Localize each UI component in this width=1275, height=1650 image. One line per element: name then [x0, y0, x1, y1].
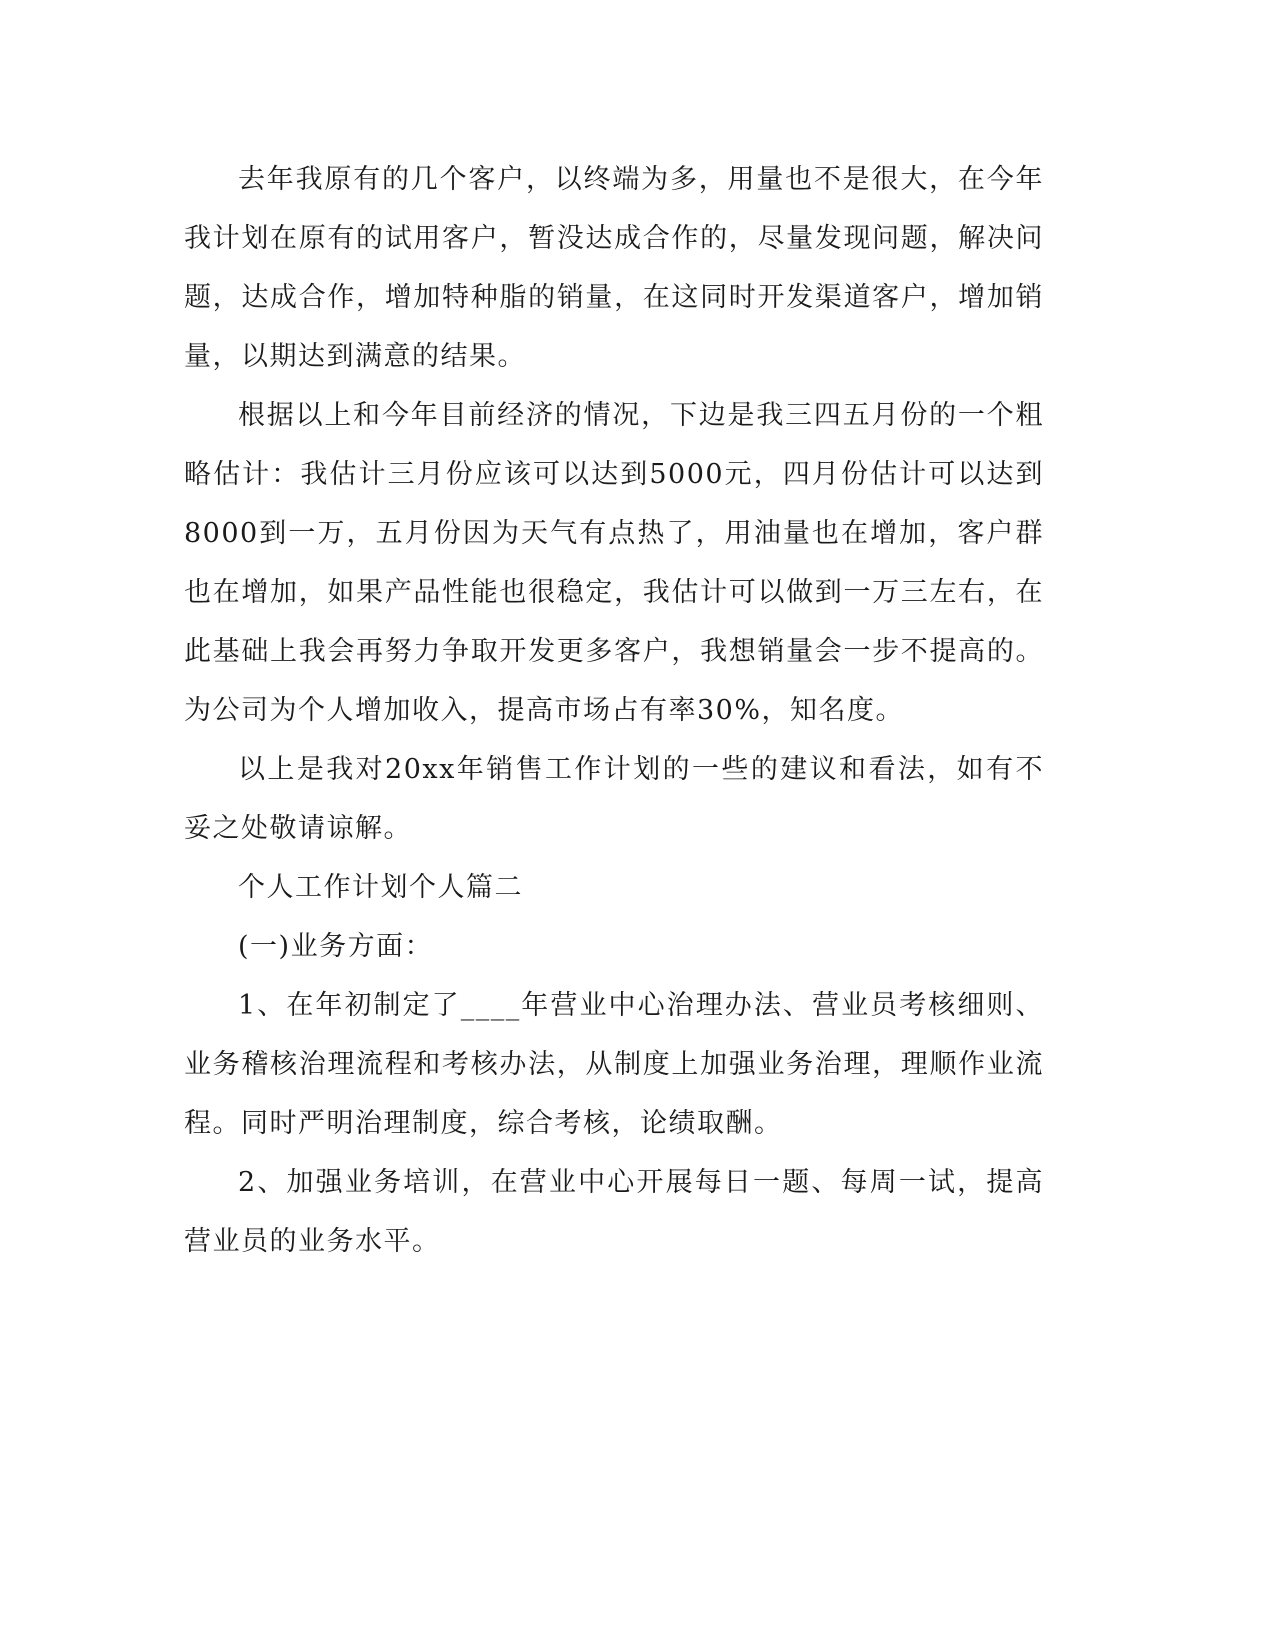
- document-body: [184, 150, 1044, 1271]
- subsection-heading: (一)业务方面：: [238, 931, 434, 962]
- list-item-2: 2、加强业务培训，在营业中心开展每日一题、每周一试，提高营业员的业务水平。: [184, 1167, 1044, 1257]
- paragraph-customers: 去年我原有的几个客户，以终端为多，用量也不是很大，在今年我计划在原有的试用客户，暂没达成合作的，尽量发现问题，解决问题，达成合作，增加特种脂的销量，在这同时开发渠道客户，增加销量，以期达到满意的结果。: [184, 164, 1044, 372]
- paragraph-estimate: 根据以上和今年目前经济的情况，下边是我三四五月份的一个粗略估计：我估计三月份应该可以达到5000元，四月份估计可以达到8000到一万，五月份因为天气有点热了，用油量也在增加，客户群也在增加，如果产品性能也很稳定，我估计可以做到一万三左右，在此基础上我会再努力争取开发更多客户，我想销量会一步不提高的。为公司为个人增加收入，提高市场占有率30%，知名度。: [184, 400, 1044, 726]
- section-heading: 个人工作计划个人篇二: [238, 872, 523, 903]
- list-item-1: 1、在年初制定了____年营业中心治理办法、营业员考核细则、业务稽核治理流程和考核办法，从制度上加强业务治理，理顺作业流程。同时严明治理制度，综合考核，论绩取酬。: [184, 990, 1044, 1139]
- paragraph-conclusion: 以上是我对20xx年销售工作计划的一些的建议和看法，如有不妥之处敬请谅解。: [184, 754, 1044, 844]
